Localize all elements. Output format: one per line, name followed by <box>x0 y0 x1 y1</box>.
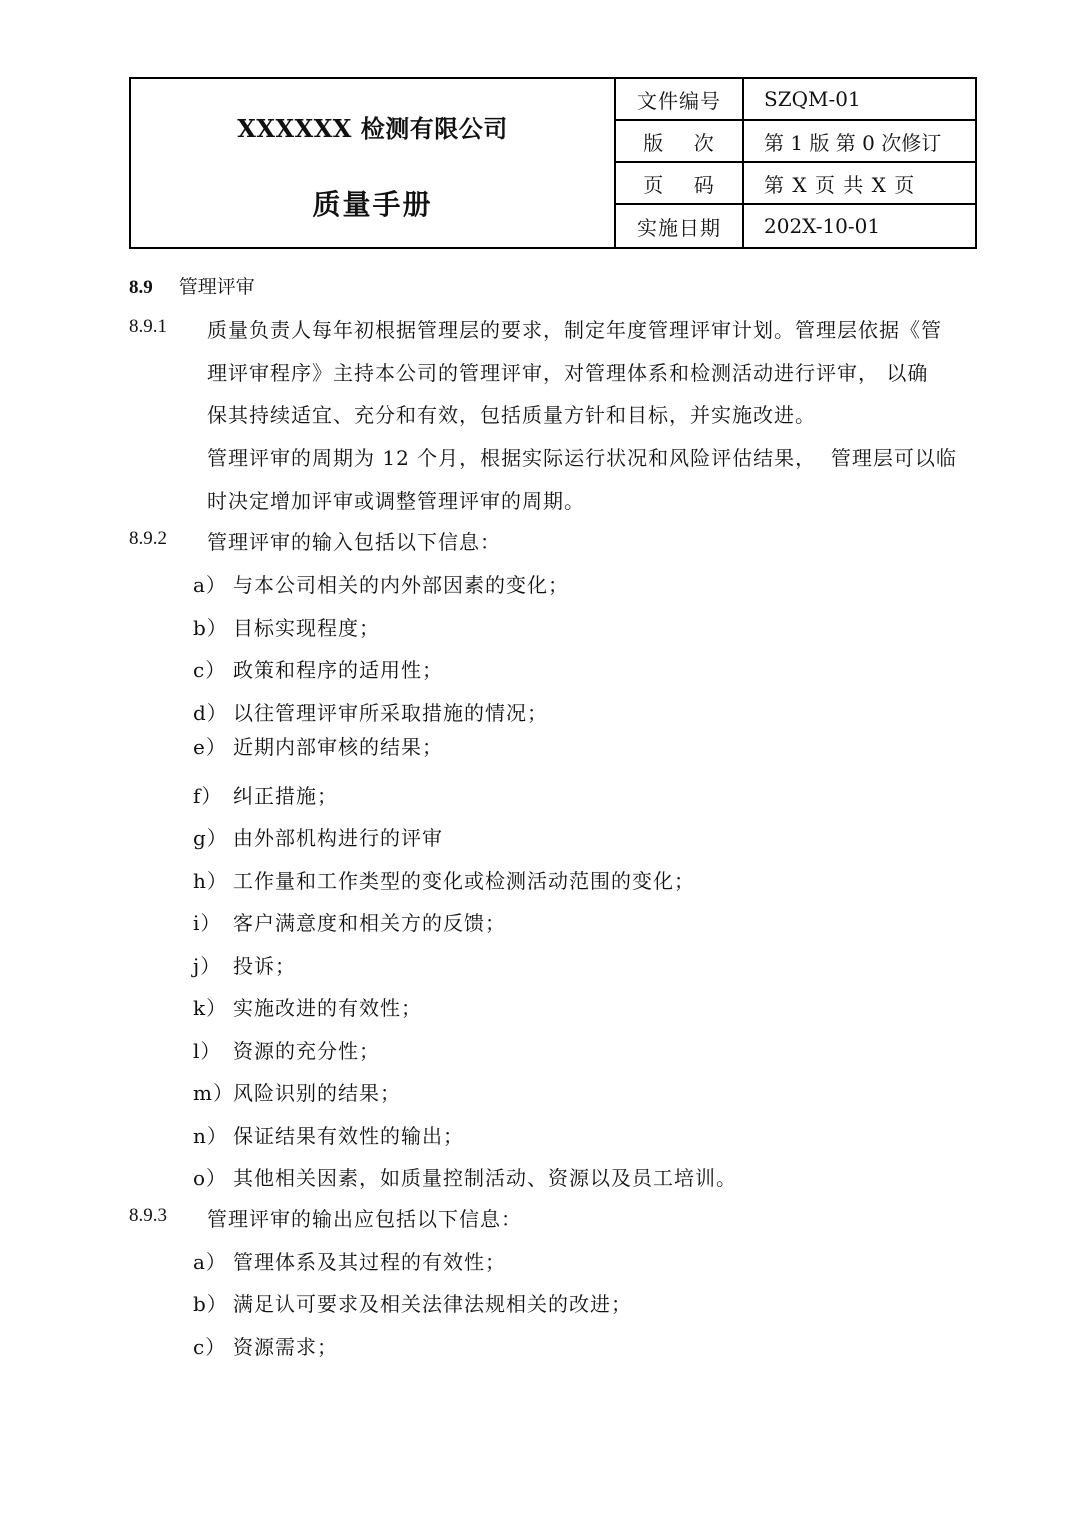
clause-intro: 管理评审的输出应包括以下信息： <box>207 1207 522 1231</box>
document-header-table <box>129 77 977 249</box>
header-title-cell <box>131 79 616 247</box>
list-item-text: 目标实现程度； <box>233 616 380 640</box>
list-item-text: 与本公司相关的内外部因素的变化； <box>233 573 569 597</box>
list-item <box>193 1077 401 1106</box>
meta-value: 第 X 页 共 X 页 <box>764 172 916 197</box>
list-item-label: n） <box>193 1124 228 1148</box>
list-item-text: 近期内部审核的结果； <box>233 735 443 759</box>
clause-number: 8.9.1 <box>129 316 167 337</box>
list-item <box>193 907 506 936</box>
list-item <box>193 612 380 641</box>
section-number: 8.9 <box>129 277 153 298</box>
paragraph-line: 理评审程序》主持本公司的管理评审，对管理体系和检测活动进行评审， 以确 <box>207 361 929 385</box>
list-item <box>193 569 569 598</box>
clause-number: 8.9.2 <box>129 528 167 549</box>
list-item-label: i） <box>193 911 222 935</box>
list-item-text: 满足认可要求及相关法律法规相关的改进； <box>233 1292 632 1316</box>
list-item <box>193 822 443 851</box>
list-item-label: a） <box>193 1250 227 1274</box>
list-item-text: 资源需求； <box>233 1335 338 1359</box>
list-item-text: 风险识别的结果； <box>233 1081 401 1105</box>
section-title: 管理评审 <box>178 276 255 298</box>
meta-row-doc-number <box>616 79 975 121</box>
list-item <box>193 992 422 1021</box>
list-item <box>193 1162 737 1191</box>
list-item-label: b） <box>193 616 228 640</box>
list-item-text: 纠正措施； <box>233 784 338 808</box>
meta-key: 版 次 <box>616 121 744 161</box>
list-item-label: c） <box>193 658 227 682</box>
list-item-label: a） <box>193 573 227 597</box>
list-item-label: j） <box>193 954 222 978</box>
meta-row-page <box>616 163 975 205</box>
list-item <box>193 1246 506 1275</box>
list-item <box>193 1120 464 1149</box>
clause-number: 8.9.3 <box>129 1205 167 1226</box>
list-item-label: c） <box>193 1335 227 1359</box>
list-item-label: e） <box>193 735 227 759</box>
company-name: XXXXXX 检测有限公司 <box>237 114 508 143</box>
list-item-text: 以往管理评审所采取措施的情况； <box>233 701 548 725</box>
meta-row-version <box>616 121 975 163</box>
list-item-label: b） <box>193 1292 228 1316</box>
paragraph-line: 管理评审的周期为 12 个月，根据实际运行状况和风险评估结果， 管理层可以临 <box>207 446 957 470</box>
list-item <box>193 1331 338 1360</box>
meta-key: 实施日期 <box>616 205 744 247</box>
list-item <box>193 780 338 809</box>
paragraph-line: 质量负责人每年初根据管理层的要求，制定年度管理评审计划。管理层依据《管 <box>207 318 942 342</box>
list-item-text: 资源的充分性； <box>233 1039 380 1063</box>
list-item-text: 其他相关因素，如质量控制活动、资源以及员工培训。 <box>233 1166 737 1190</box>
section-heading <box>129 272 255 299</box>
list-item <box>193 697 548 726</box>
list-item-label: k） <box>193 996 228 1020</box>
list-item-label: f） <box>193 784 223 808</box>
paragraph-line: 时决定增加评审或调整管理评审的周期。 <box>207 489 585 513</box>
list-item-label: g） <box>193 826 228 850</box>
list-item-text: 政策和程序的适用性； <box>233 658 443 682</box>
list-item-text: 保证结果有效性的输出； <box>233 1124 464 1148</box>
list-item <box>193 654 443 683</box>
document-meta <box>616 79 975 247</box>
list-item-label: m） <box>193 1081 234 1105</box>
list-item <box>193 950 296 979</box>
meta-key: 文件编号 <box>616 79 744 119</box>
list-item-text: 投诉； <box>233 954 296 978</box>
meta-key: 页 码 <box>616 163 744 203</box>
list-item-label: o） <box>193 1166 228 1190</box>
list-item-text: 客户满意度和相关方的反馈； <box>233 911 506 935</box>
list-item-label: h） <box>193 869 228 893</box>
paragraph-line: 保其持续适宜、充分和有效，包括质量方针和目标，并实施改进。 <box>207 403 816 427</box>
list-item-text: 由外部机构进行的评审 <box>233 826 443 850</box>
list-item <box>193 1035 380 1064</box>
list-item-label: d） <box>193 701 228 725</box>
list-item-text: 工作量和工作类型的变化或检测活动范围的变化； <box>233 869 695 893</box>
clause-intro: 管理评审的输入包括以下信息： <box>207 530 501 554</box>
meta-value: 202X-10-01 <box>764 214 881 238</box>
meta-row-effective-date <box>616 205 975 247</box>
meta-value: 第 1 版 第 0 次修订 <box>764 130 942 155</box>
list-item-text: 管理体系及其过程的有效性； <box>233 1250 506 1274</box>
list-item-text: 实施改进的有效性； <box>233 996 422 1020</box>
list-item <box>193 865 695 894</box>
list-item-label: l） <box>193 1039 222 1063</box>
manual-title: 质量手册 <box>312 188 433 221</box>
list-item <box>193 731 443 760</box>
meta-value: SZQM-01 <box>764 87 861 111</box>
list-item <box>193 1288 632 1317</box>
